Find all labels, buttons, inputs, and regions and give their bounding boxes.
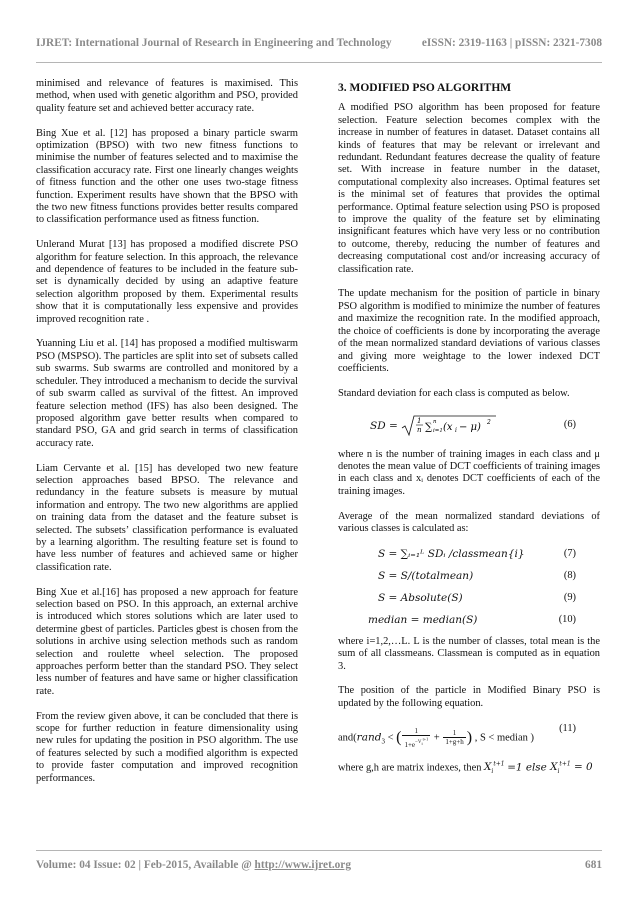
equation-8 [338, 570, 600, 584]
paragraph: A modified PSO algorithm has been proposed for feature selection. Feature selection becomes complex with the increase in number of features in dataset. Dataset contains all kinds of features that may be relevant or irrelevant and redundant. Redundant features decrease the quality of feature set. With increase in feature number in the dataset, computational complexity also increases. Optimal features set is the minimal set of features that provides the optimal performance. Optimal feature selection using PSO is proposed to improve the quality of the feature set by eliminating insignificant features which have very less or no contribution to outcome, thereby, reducing the number of features and decreasing computational cost and/or increasing accuracy of classification rate. [338, 102, 600, 275]
paragraph: Liam Cervante et al. [15] has developed two new feature selection approaches based BPSO. The relevance and redundancy in the feature subsets is measure by mutual information and entropy. The two new algorithms are applied on training data from the dataset and the feature subset is selected. The subsets’ classification performance is evaluated by a learning algorithm. The resulting feature set is found to have less number of features and achieved same or higher classification rate. [36, 462, 298, 573]
footer-rule [36, 850, 602, 851]
equation-10 [338, 614, 600, 628]
svg-text:n: n [417, 425, 422, 434]
paragraph: Yuanning Liu et al. [14] has proposed a modified multiswarm PSO (MSPSO). The particles are split into set of subsets called sub swarms. Sub swarms are controlled and monitored by a scheduler. They introduced a mechanism to decide the survival of sub swarm called as survival of the fittest. An improved feature selection method (IFS) has also been designed. The proposed algorithm gave better results when compared to standard PSO, GA and grid search in terms of classification accuracy rate. [36, 338, 298, 449]
equation-9-formula: S = Absolute(S) [378, 591, 463, 604]
svg-text:n: n [433, 418, 437, 425]
section-title: 3. MODIFIED PSO ALGORITHM [338, 82, 512, 94]
paragraph: The position of the particle in Modified Binary PSO is updated by the following equation. [338, 685, 600, 709]
svg-text:i=1: i=1 [433, 427, 443, 434]
paragraph: where n is the number of training images in each class and μ denotes the mean value of DCT coefficients of training images in each class and xᵢ denotes DCT coefficients of each of the training images. [338, 448, 600, 497]
svg-text:(x: (x [443, 421, 453, 433]
equation-8-formula: S = S/(totalmean) [378, 569, 474, 582]
svg-text:− μ): − μ) [459, 421, 482, 433]
page-number: 681 [585, 859, 602, 871]
svg-text:i: i [455, 426, 458, 434]
paragraph-prefix: where g,h are matrix indexes, then [338, 762, 484, 774]
paragraph: Standard deviation for each class is computed as below. [338, 387, 570, 399]
page-header [36, 37, 602, 53]
svg-text:1: 1 [417, 416, 422, 425]
paragraph: From the review given above, it can be concluded that there is scope for further reduction in feature dimensionality using new rules for updating the position in PSO algorithm. The use of features selected by such a modified algorithm is expected to provide faster computation and improved recognition performances. [36, 710, 298, 784]
equation-7 [338, 548, 600, 562]
equation-11-formula: and(rand$_3$ < ( $\frac{1}{1+e^{-V_i^{t+1}}}$ + $\frac{1}{1+g+h}$ ) , S < median ) [338, 726, 534, 749]
paragraph: The update mechanism for the position of particle in binary PSO algorithm is modified to minimize the number of features and maximize the recognition rate. In the modified approach, the choice of coefficients is done by incorporating the average of the mean normalized standard deviations of various classes and giving more weightage to the lower indexed DCT coefficients. [338, 288, 600, 374]
equation-6-formula: SD = 1 n ∑ i=1 n (x i − μ) 2 [370, 415, 497, 437]
footer-volume-text: Volume: 04 Issue: 02 | Feb-2015, Available @ [36, 859, 255, 871]
equation-9-number: (9) [563, 591, 576, 603]
paragraph: minimised and relevance of features is maximised. This method, when used with genetic algorithm and PSO, provided quality feature set and achieved better accuracy rate. [36, 78, 298, 114]
svg-text:∑: ∑ [425, 421, 433, 433]
equation-8-number: (8) [563, 569, 576, 581]
paragraph: where g,h are matrix indexes, then $X_i^{t+1} =1$ else $X_i^{t+1} = 0$ [338, 760, 593, 776]
paragraph: Average of the mean normalized standard deviations of various classes is calculated as: [338, 510, 600, 534]
paragraph: where i=1,2,…L. L is the number of classes, total mean is the sum of all classmeans. Classmean is computed as in equation 3. [338, 635, 600, 672]
right-column [338, 78, 600, 791]
paragraph-middle: =1 else [507, 761, 551, 774]
equation-7-number: (7) [563, 547, 576, 559]
equation-6 [338, 413, 600, 439]
equation-9 [338, 592, 600, 606]
paragraph: Bing Xue et al. [12] has proposed a binary particle swarm optimization (BPSO) with two new fitness functions to minimise the number of features selected and to maximise the classification accuracy rate. First one linearly changes weights of fitness function and the other one uses two-stage fitness function. Experiment results have shown that the BPSO with the two new fitness functions provides better results compared to classification performance used as fitness function. [36, 127, 298, 226]
equation-11 [338, 723, 600, 749]
svg-text:2: 2 [487, 418, 491, 426]
equation-6-number: (6) [563, 418, 576, 430]
footer-volume [36, 859, 351, 871]
journal-name: IJRET: International Journal of Research in Engineering and Technology [36, 37, 392, 49]
paragraph: Bing Xue et al.[16] has proposed a new approach for feature selection based on PSO. In this approach, an external archive is introduced which stores solutions which are later used to determine gbest of particles. Particles gbest is chosen from the solutions in archive using selection methods such as random selection and roulette wheel selection. The proposed approaches perform better than the standard PSO. They select less number of features and have same or higher classification rate. [36, 586, 298, 697]
header-rule [36, 62, 602, 63]
issn: eISSN: 2319-1163 | pISSN: 2321-7308 [421, 37, 602, 49]
left-column [36, 78, 298, 797]
equation-11-number: (11) [559, 722, 576, 734]
paragraph: Unlerand Murat [13] has proposed a modified discrete PSO algorithm for feature selection. In this approach, the relevance and dependence of features to be included in the feature sub-set is dynamically decided by using an adaptive feature selection algorithm proposed by them. Experimental results show that it is computationally less expensive and provides improved recognition rate . [36, 239, 298, 325]
equation-7-formula: S = ∑ᵢ₌₁ᴸ SDᵢ /classmean{i} [378, 547, 525, 560]
equation-10-number: (10) [558, 613, 576, 625]
footer-link[interactable]: http://www.ijret.org [254, 859, 351, 871]
equation-10-formula: median = median(S) [368, 613, 478, 626]
